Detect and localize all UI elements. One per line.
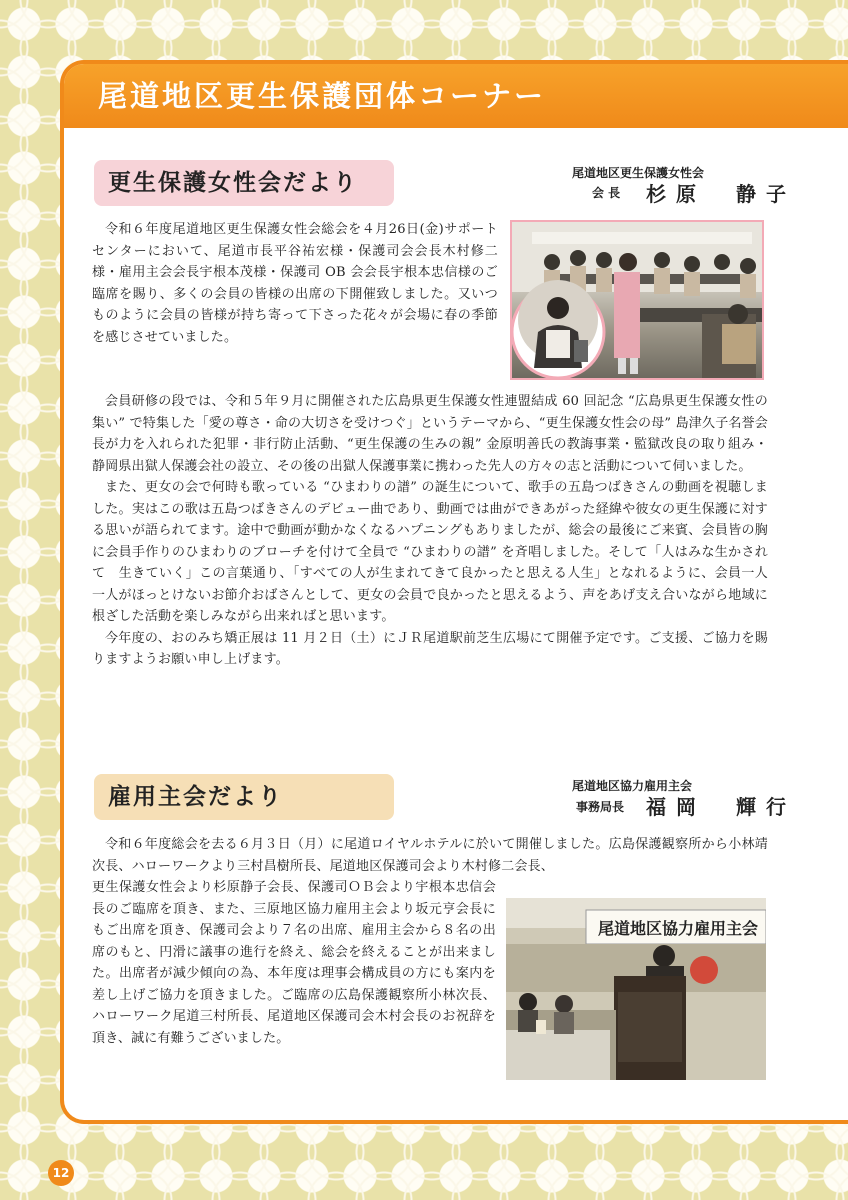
meeting-photo bbox=[510, 220, 764, 380]
general-meeting-photo-illustration bbox=[506, 898, 766, 1080]
paragraph: 令和６年度尾道地区更生保護女性会総会を４月26日(金)サポートセンターにおいて、尾道市長平谷祐宏様・保護司会会長木村修二様・雇用主会会長宇根本茂様・保護司 OB 会会長宇根本忠信様のご臨席を賜り、多くの会員の皆様の出席の下開催致しました。又いつものように会員の皆様が持ち寄って下さった花々が会場に春の季節を感じさせていました。 bbox=[92, 222, 498, 345]
section1-org: 尾道地区更生保護女性会 bbox=[572, 166, 705, 180]
general-meeting-photo bbox=[506, 898, 766, 1080]
section-title-employers-association: 雇用主会だより bbox=[94, 774, 394, 820]
paragraph: また、更女の会で何時も歌っている “ひまわりの譜” の誕生について、歌手の五島つばきさんの動画を視聴しました。実はこの歌は五島つばきさんのデビュー曲であり、動画では曲ができあがった経緯や彼女の更生保護に対する思いが語られてます。途中で動画が動かなくなるハプニングもありましたが、総会の最後にご来賓、会員皆の胸に会員手作りのひまわりのブローチを付けて全員で “ひまわりの譜” を斉唱しました。そして「人はみな生かされて 生きていく」この言葉通り、「すべての人が生まれてきて良かったと思える人生」となれるように、会員一人一人がほっとけないお節介おばさんとして、更女の会員で良かったと思えるよう、声をあげ支え合いながら地域に根ざした活動を楽しみながら出来ればと思います。 bbox=[92, 480, 768, 624]
page-title: 尾道地区更生保護団体コーナー bbox=[98, 79, 547, 113]
header-bar bbox=[64, 64, 848, 128]
paragraph: 令和６年度総会を去る６月３日（月）に尾道ロイヤルホテルに於いて開催しました。広島保護観察所から小林靖次長、ハローワークより三村昌樹所長、尾道地区保護司会より木村修二会長、 bbox=[92, 837, 768, 874]
paragraph: 今年度の、おのみち矯正展は 11 月２日（土）にＪＲ尾道駅前芝生広場にて開催予定です。ご支援、ご協力を賜りますようお願い申し上げます。 bbox=[92, 630, 768, 667]
section2-body-wide bbox=[92, 834, 768, 877]
section2-body-narrow bbox=[92, 877, 496, 1049]
section1-author-name: 杉原 静子 bbox=[646, 182, 796, 206]
section2-role: 事務局長 bbox=[576, 800, 625, 814]
page-number: 12 bbox=[48, 1160, 74, 1186]
meeting-photo-illustration bbox=[512, 222, 764, 380]
section2-org: 尾道地区協力雇用主会 bbox=[572, 779, 693, 793]
section-title-womens-association: 更生保護女性会だより bbox=[94, 160, 394, 206]
section1-body-narrow bbox=[92, 219, 498, 348]
section1-role: 会 長 bbox=[592, 186, 621, 200]
content-panel bbox=[60, 60, 848, 1124]
banner-text: 尾道地区協力雇用主会 bbox=[598, 919, 759, 938]
section1-body-wide bbox=[92, 391, 768, 671]
paragraph: 会員研修の段では、令和５年９月に開催された広島県更生保護女性連盟結成 60 回記念 “広島県更生保護女性の集い” で特集した「愛の尊さ・命の大切さを受けつぐ」というテーマから、“更生保護女性会の母” 島津久子名誉会長が力を入れられた犯罪・非行防止活動、“更生保護の生みの親” 金原明善氏の教誨事業・監獄改良の取り組み・静岡県出獄人保護会社の設立、その後の出獄人保護事業に携わった先人の方々の志と活動について伺いました。 bbox=[92, 394, 769, 474]
paragraph: 更生保護女性会より杉原静子会長、保護司ＯＢ会より宇根本忠信会長のご臨席を頂き、また、三原地区協力雇用主会より坂元亨会長にもご出席を頂き、保護司会より７名の出席、雇用主会から８名の出席のもと、円滑に議事の進行を終え、総会を終えることが出来ました。出席者が減少傾向の為、本年度は理事会構成員の方にも案内を差し上げご協力を頂きました。ご臨席の広島保護観察所小林次長、ハローワーク尾道三村所長、尾道地区保護司会木村会長のお祝辞を頂き、誠に有難うございました。 bbox=[92, 880, 496, 1046]
section2-author-name: 福岡 輝行 bbox=[646, 795, 796, 819]
